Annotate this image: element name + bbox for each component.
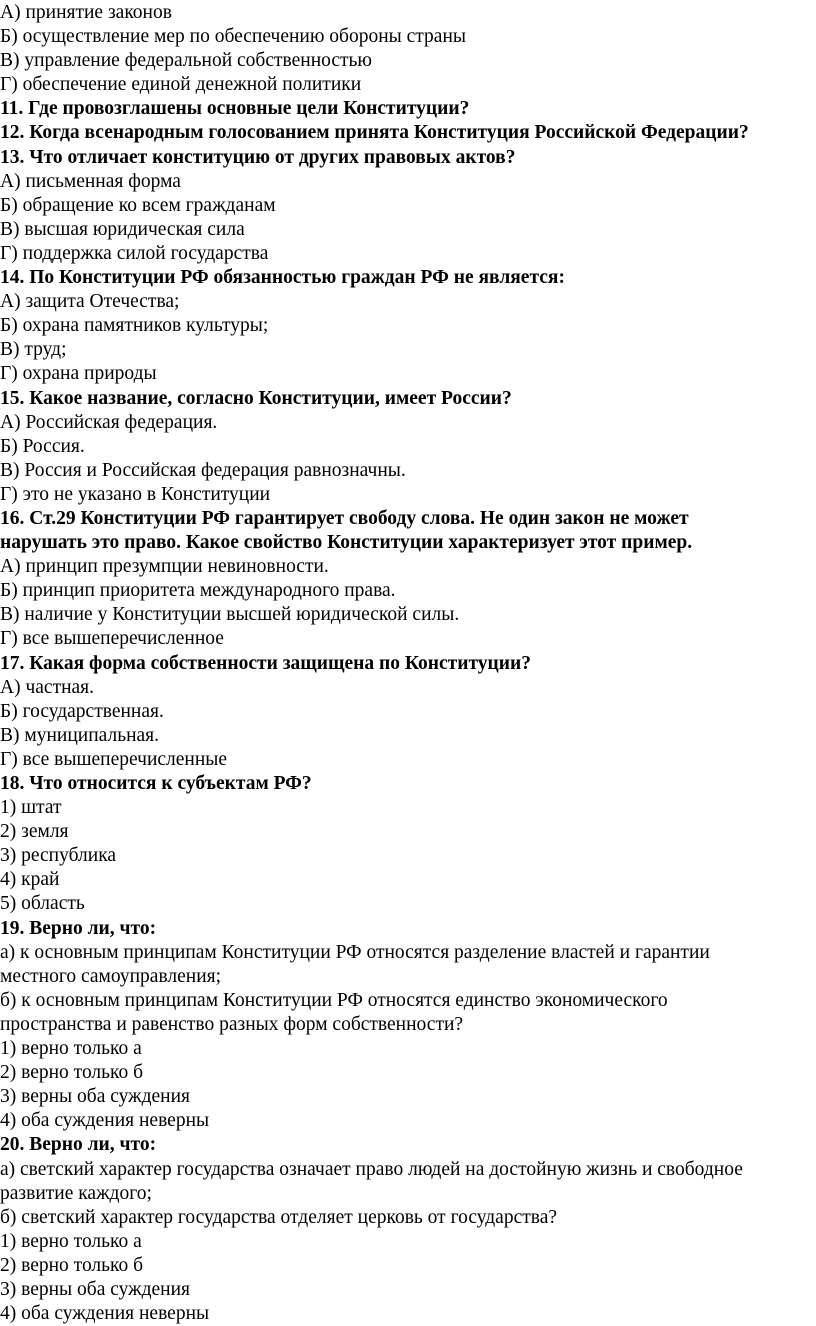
answer-line: 4) оба суждения неверны xyxy=(0,1110,210,1132)
answer-line: Б) осуществление мер по обеспечению обороны страны xyxy=(0,26,466,48)
question-line: 15. Какое название, согласно Конституции, имеет России? xyxy=(0,387,512,409)
answer-line: 1) штат xyxy=(0,797,62,819)
answer-line: Б) охрана памятников культуры; xyxy=(0,315,269,337)
answer-line: Г) все вышеперечисленное xyxy=(0,628,224,650)
answer-line: 1) верно только а xyxy=(0,1038,142,1060)
question-line: 17. Какая форма собственности защищена по Конституции? xyxy=(0,652,531,674)
answer-line: Г) охрана природы xyxy=(0,363,157,385)
answer-line: б) к основным принципам Конституции РФ относятся единство экономического xyxy=(0,989,668,1011)
question-line: 16. Ст.29 Конституции РФ гарантирует свободу слова. Не один закон не может xyxy=(0,507,689,529)
answer-line: Б) Россия. xyxy=(0,435,85,457)
answer-line: А) принятие законов xyxy=(0,2,172,23)
answer-line: б) светский характер государства отделяет церковь от государства? xyxy=(0,1206,558,1228)
answer-line: А) защита Отечества; xyxy=(0,291,180,313)
answer-line: 5) область xyxy=(0,893,85,915)
question-line: 19. Верно ли, что: xyxy=(0,917,157,939)
answer-line: Б) государственная. xyxy=(0,700,164,722)
answer-line: 3) верны оба суждения xyxy=(0,1278,191,1300)
answer-line: Г) это не указано в Конституции xyxy=(0,483,271,505)
answer-line: 2) верно только б xyxy=(0,1254,144,1276)
answer-line: Г) поддержка силой государства xyxy=(0,242,269,264)
answer-line: В) управление федеральной собственностью xyxy=(0,50,373,72)
answer-line: 3) верны оба суждения xyxy=(0,1086,191,1108)
question-line: 18. Что относится к субъектам РФ? xyxy=(0,773,312,794)
answer-line: А) частная. xyxy=(0,676,95,698)
question-line: 11. Где провозглашены основные цели Конституции? xyxy=(0,98,470,120)
answer-line: а) светский характер государства означает право людей на достойную жизнь и свободное xyxy=(0,1158,743,1180)
answer-line: А) письменная форма xyxy=(0,170,181,192)
answer-line: пространства и равенство разных форм собственности? xyxy=(0,1013,464,1035)
question-line: 13. Что отличает конституцию от других правовых актов? xyxy=(0,146,516,168)
answer-line: А) Российская федерация. xyxy=(0,411,218,433)
question-line: 12. Когда всенародным голосованием принята Конституция Российской Федерации? xyxy=(0,122,749,144)
answer-line: В) высшая юридическая сила xyxy=(0,218,245,240)
answer-line: 1) верно только а xyxy=(0,1230,142,1252)
answer-line: В) наличие у Конституции высшей юридической силы. xyxy=(0,604,460,626)
answer-line: 3) республика xyxy=(0,845,117,867)
answer-line: В) муниципальная. xyxy=(0,724,160,746)
answer-line: развитие каждого; xyxy=(0,1182,152,1204)
answer-line: В) Россия и Российская федерация равнозначны. xyxy=(0,459,406,481)
question-line: 20. Верно ли, что: xyxy=(0,1134,157,1156)
answer-line: Б) обращение ко всем гражданам xyxy=(0,194,276,216)
answer-line: 4) край xyxy=(0,869,60,891)
answer-line: Б) принцип приоритета международного права. xyxy=(0,580,396,602)
answer-line: а) к основным принципам Конституции РФ относятся разделение властей и гарантии xyxy=(0,941,710,963)
answer-line: 2) земля xyxy=(0,821,69,843)
question-line: 14. По Конституции РФ обязанностью граждан РФ не является: xyxy=(0,267,565,289)
answer-line: 4) оба суждения неверны xyxy=(0,1303,210,1325)
answer-line: А) принцип презумпции невиновности. xyxy=(0,556,329,578)
answer-line: местного самоуправления; xyxy=(0,965,222,987)
answer-line: 2) верно только б xyxy=(0,1062,144,1084)
answer-line: Г) все вышеперечисленные xyxy=(0,748,228,770)
answer-line: В) труд; xyxy=(0,339,67,361)
answer-line: Г) обеспечение единой денежной политики xyxy=(0,74,362,96)
question-line: нарушать это право. Какое свойство Конституции характеризует этот пример. xyxy=(0,532,693,554)
